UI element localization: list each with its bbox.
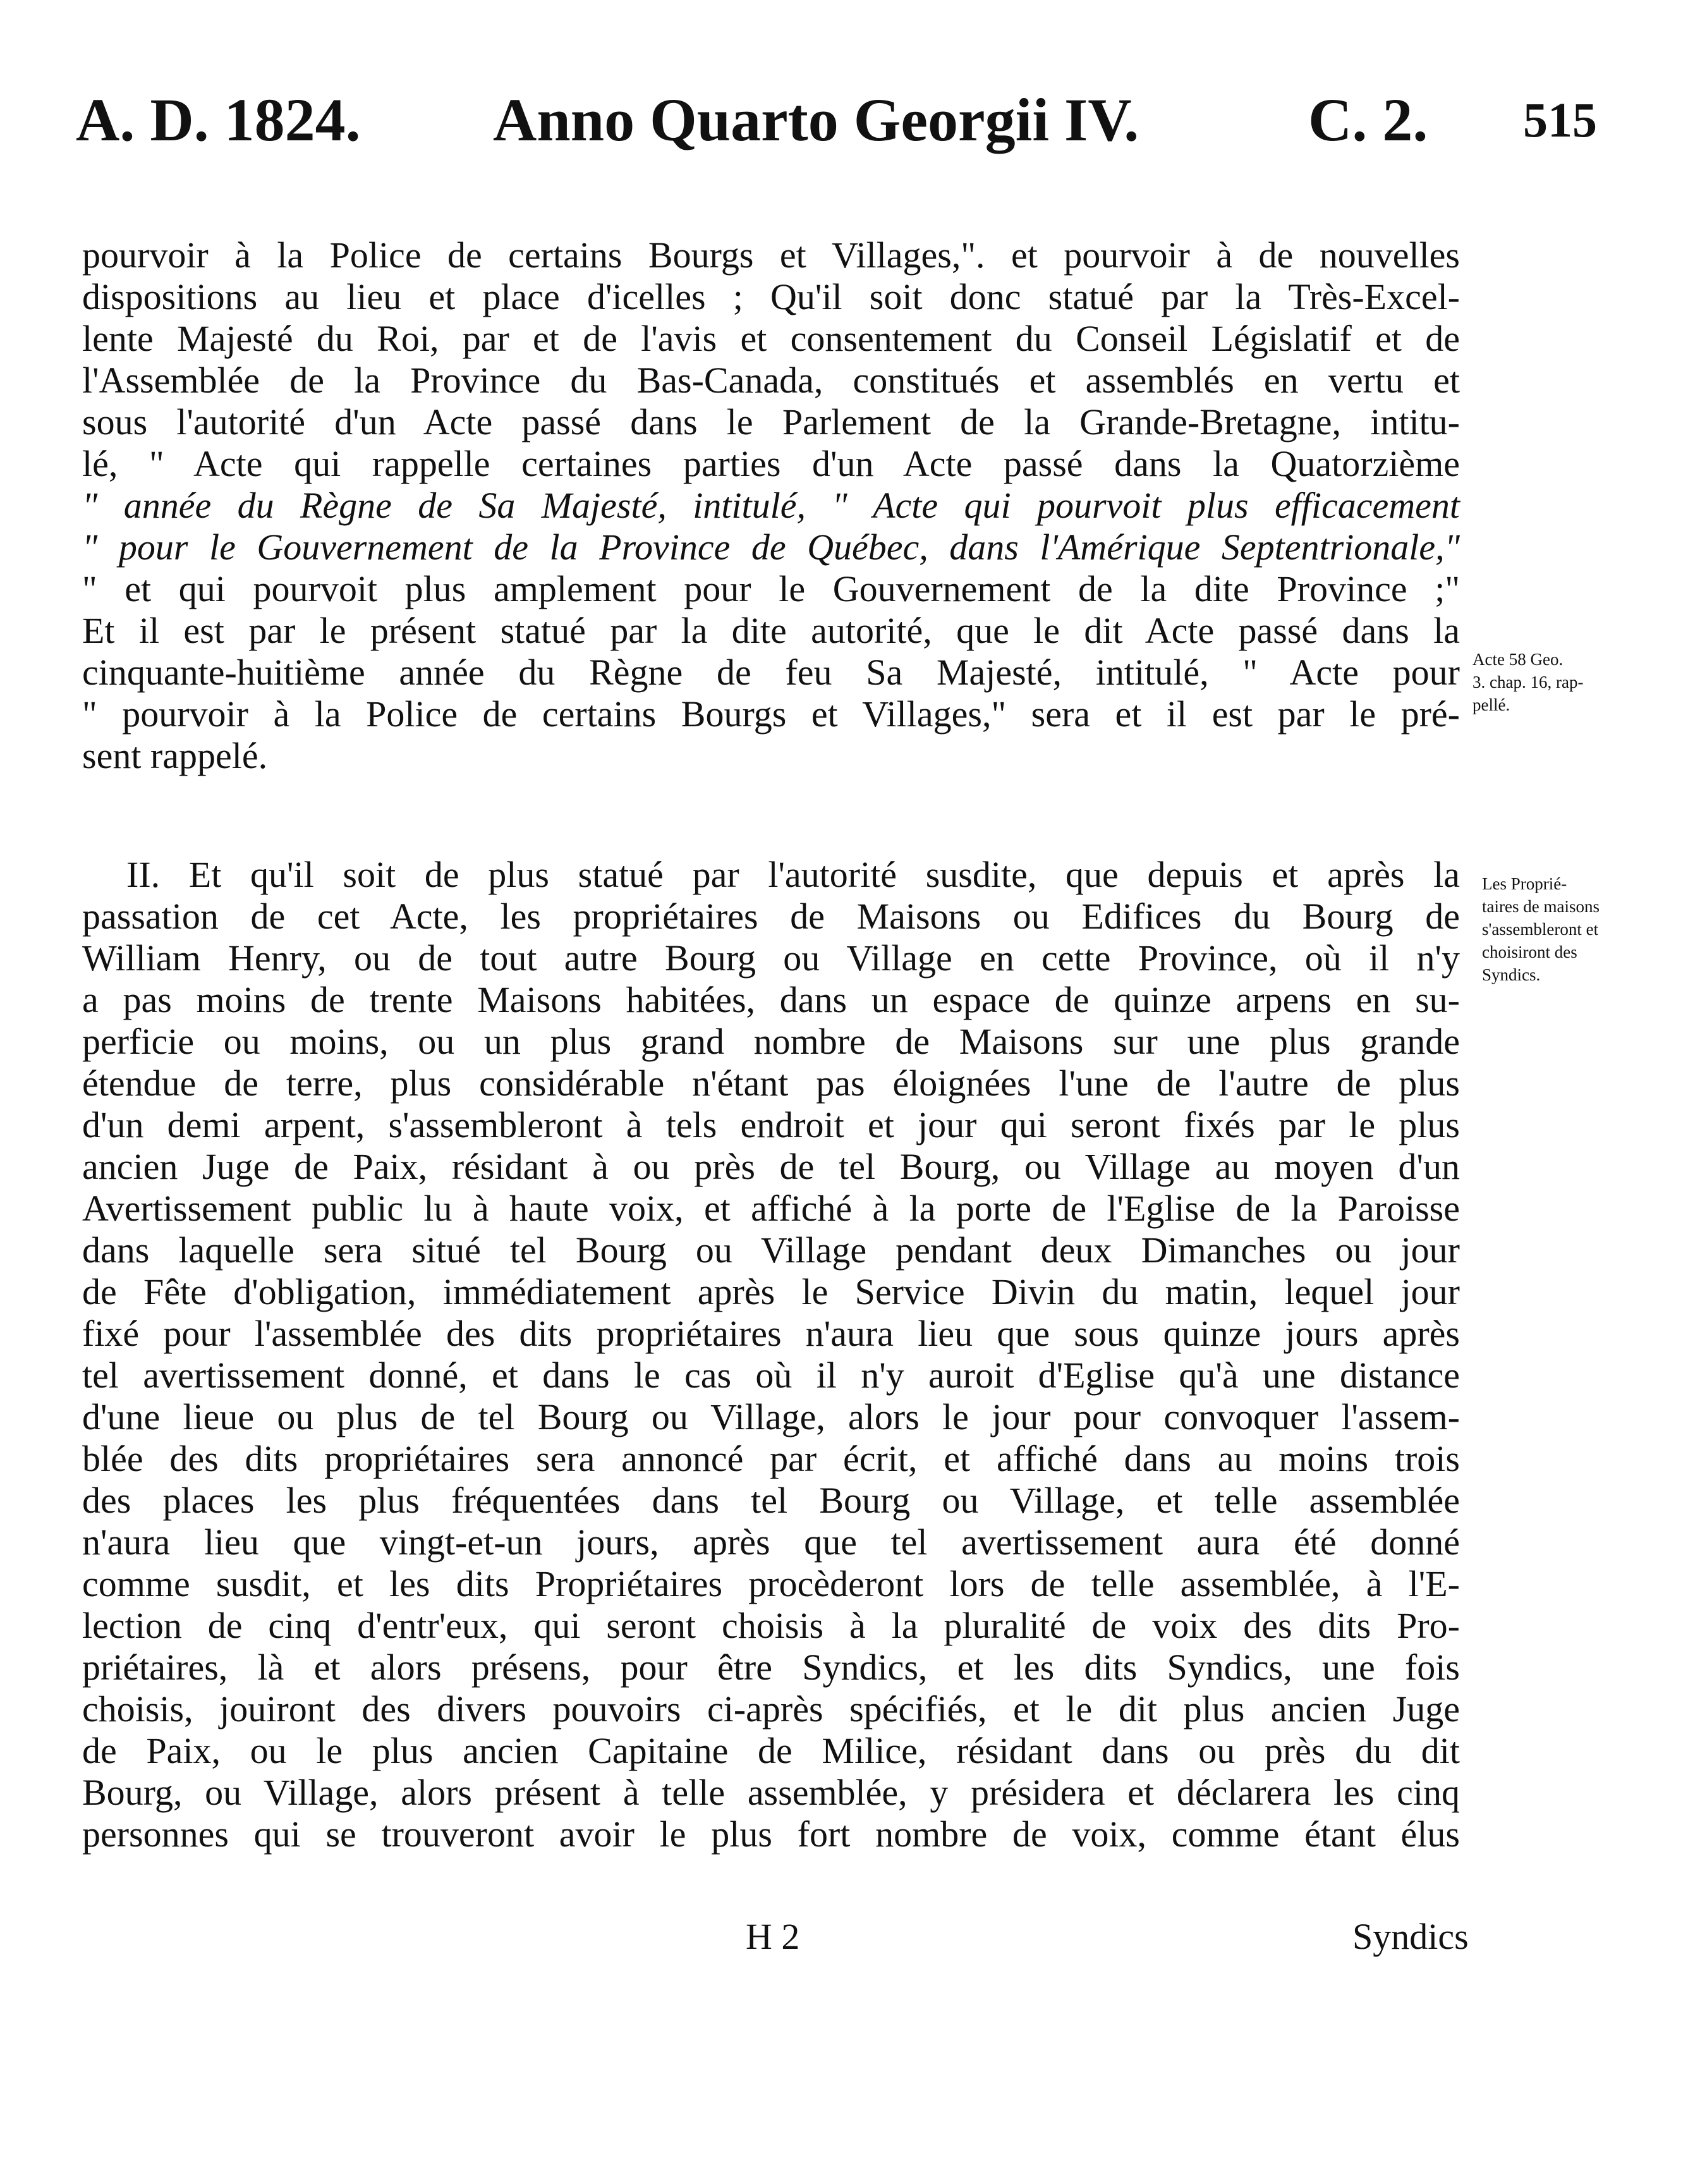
header-year: A. D. 1824.	[76, 86, 361, 154]
text-line: Bourg, ou Village, alors présent à telle assemblée, y présidera et déclarera les cinq	[82, 1772, 1460, 1813]
text-line: blée des dits propriétaires sera annoncé par écrit, et affiché dans au moins trois	[82, 1438, 1460, 1479]
text-line: perficie ou moins, ou un plus grand nombre de Maisons sur une plus grande	[82, 1021, 1460, 1062]
text-line: a pas moins de trente Maisons habitées, dans un espace de quinze arpens en su-	[82, 979, 1460, 1020]
text-line: " année du Règne de Sa Majesté, intitulé, " Acte qui pourvoit plus efficacement	[82, 485, 1460, 526]
text-line: choisis, jouiront des divers pouvoirs ci-après spécifiés, et le dit plus ancien Juge	[82, 1688, 1460, 1730]
text-line: sous l'autorité d'un Acte passé dans le Parlement de la Grande-Bretagne, intitu-	[82, 401, 1460, 442]
running-header	[76, 82, 1630, 164]
header-chapter: C. 2.	[1308, 86, 1428, 154]
text-line: " pour le Gouvernement de la Province de Québec, dans l'Amérique Septentrionale,"	[82, 527, 1460, 568]
text-line: " pourvoir à la Police de certains Bourgs et Villages," sera et il est par le pré-	[82, 693, 1460, 735]
text-line: II. Et qu'il soit de plus statué par l'autorité susdite, que depuis et après la	[126, 854, 1460, 895]
margin-note-2	[1482, 872, 1600, 986]
text-line: ancien Juge de Paix, résidant à ou près de tel Bourg, ou Village au moyen d'un	[82, 1146, 1460, 1187]
text-line: dans laquelle sera situé tel Bourg ou Village pendant deux Dimanches ou jour	[82, 1229, 1460, 1271]
text-line: des places les plus fréquentées dans tel Bourg ou Village, et telle assemblée	[82, 1480, 1460, 1521]
text-line: de Paix, ou le plus ancien Capitaine de Milice, résidant dans ou près du dit	[82, 1730, 1460, 1771]
header-title: Anno Quarto Georgii IV.	[493, 86, 1139, 154]
text-line: dispositions au lieu et place d'icelles ; Qu'il soit donc statué par la Très-Excel-	[82, 276, 1460, 317]
margin-note-line: taires de maisons	[1482, 897, 1600, 916]
text-line: personnes qui se trouveront avoir le plus fort nombre de voix, comme étant élus	[82, 1814, 1460, 1855]
margin-note-line: Acte 58 Geo.	[1472, 650, 1564, 669]
margin-note-line: s'assembleront et	[1482, 920, 1599, 939]
text-line: l'Assemblée de la Province du Bas-Canada, constitués et assemblés en vertu et	[82, 360, 1460, 401]
text-line: lection de cinq d'entr'eux, qui seront choisis à la pluralité de voix des dits Pro-	[82, 1605, 1460, 1646]
margin-note-line: Les Proprié-	[1482, 874, 1567, 893]
text-line: pourvoir à la Police de certains Bourgs et Villages,". et pourvoir à de nouvelles	[82, 235, 1460, 276]
catchword: Syndics	[1352, 1916, 1469, 1957]
text-line: " et qui pourvoit plus amplement pour le Gouvernement de la dite Province ;"	[82, 568, 1460, 609]
text-line: comme susdit, et les dits Propriétaires procèderont lors de telle assemblée, à l'E-	[82, 1563, 1460, 1604]
page-number: 515	[1523, 92, 1597, 147]
text-line: William Henry, ou de tout autre Bourg ou Village en cette Province, où il n'y	[82, 937, 1460, 979]
text-line: tel avertissement donné, et dans le cas où il n'y auroit d'Eglise qu'à une distance	[82, 1355, 1460, 1396]
text-line: n'aura lieu que vingt-et-un jours, après que tel avertissement aura été donné	[82, 1522, 1460, 1563]
text-line: cinquante-huitième année du Règne de feu Sa Majesté, intitulé, " Acte pour	[82, 652, 1460, 693]
margin-note-line: 3. chap. 16, rap-	[1472, 673, 1584, 692]
text-line: d'un demi arpent, s'assembleront à tels endroit et jour qui seront fixés par le plus	[82, 1104, 1460, 1145]
text-line: lente Majesté du Roi, par et de l'avis et consentement du Conseil Législatif et de	[82, 318, 1460, 359]
margin-note-1	[1472, 648, 1583, 716]
margin-note-line: choisiront des	[1482, 943, 1577, 961]
text-line: sent rappelé.	[82, 735, 268, 776]
text-line: de Fête d'obligation, immédiatement après le Service Divin du matin, lequel jour	[82, 1271, 1460, 1312]
text-line: d'une lieue ou plus de tel Bourg ou Village, alors le jour pour convoquer l'assem-	[82, 1396, 1460, 1437]
text-line: Et il est par le présent statué par la dite autorité, que le dit Acte passé dans la	[82, 610, 1460, 651]
text-line: lé, " Acte qui rappelle certaines parties d'un Acte passé dans la Quatorzième	[82, 443, 1460, 484]
text-line: passation de cet Acte, les propriétaires de Maisons ou Edifices du Bourg de	[82, 896, 1460, 937]
text-line: Avertissement public lu à haute voix, et affiché à la porte de l'Eglise de la Paroisse	[82, 1188, 1460, 1229]
signature-mark: H 2	[746, 1916, 800, 1957]
text-line: fixé pour l'assemblée des dits propriétaires n'aura lieu que sous quinze jours après	[82, 1313, 1460, 1354]
text-line: étendue de terre, plus considérable n'étant pas éloignées l'une de l'autre de plus	[82, 1063, 1460, 1104]
margin-note-line: Syndics.	[1482, 965, 1541, 984]
margin-note-line: pellé.	[1472, 695, 1510, 714]
text-line: priétaires, là et alors présens, pour être Syndics, et les dits Syndics, une fois	[82, 1647, 1460, 1688]
